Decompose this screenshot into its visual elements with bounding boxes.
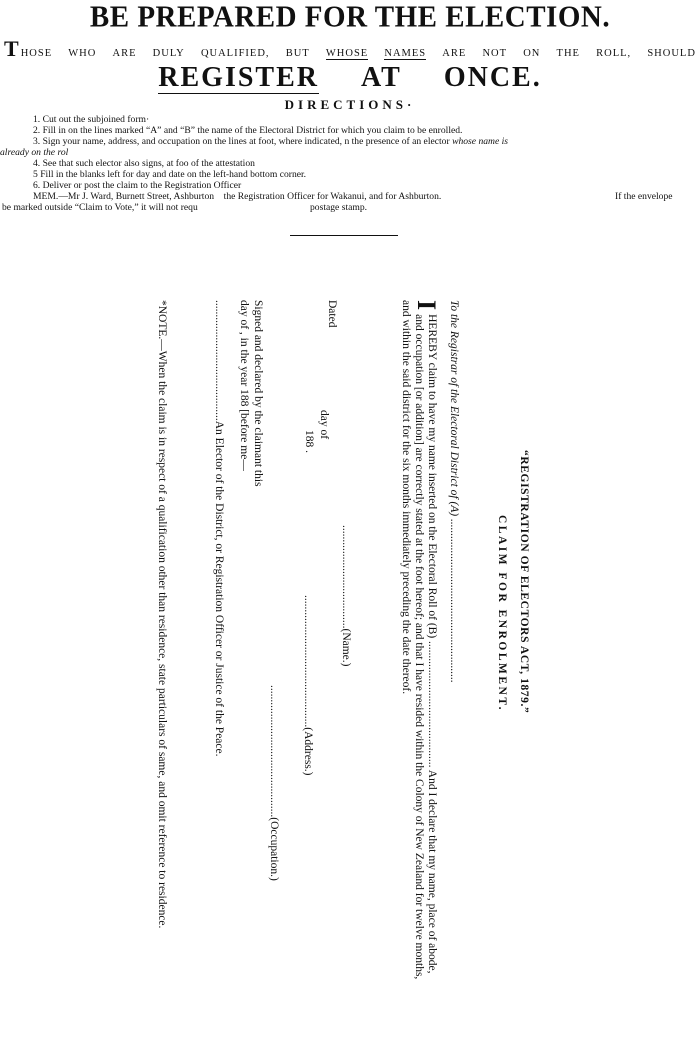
subhead-word: NAMES (384, 48, 427, 59)
claim-body: I HEREBY claim to have my name inserted on the Electoral Roll of (B) ............................................ And I declare that my name, place of abode, and occupation [or addition] are correctly stated at the foot hereof; and that I have resided within the Colony of New Zealand for twelve months, and within the said district for the six months immediately preceding the date thereof. (400, 300, 441, 980)
subhead-word: WHO (68, 48, 97, 59)
claim-form (80, 300, 530, 990)
subhead-word: THOSE (4, 36, 53, 61)
direction-3: 3. Sign your name, address, and occupation on the lines at foot, where indicated, n the presence of an elector whose name is (33, 136, 509, 147)
subhead-word: ARE (112, 48, 137, 59)
occupation-line: ..............................................(Occupation.) (268, 685, 280, 881)
subhead-word: ROLL, (596, 48, 632, 59)
subhead-word: THE (556, 48, 580, 59)
subhead-word: SHOULD (647, 48, 696, 59)
address-line: ..............................................(Address.) (302, 595, 314, 776)
headline: BE PREPARED FOR THE ELECTION. (89, 0, 611, 34)
direction-6: 6. Deliver or post the claim to the Registration Officer (33, 180, 242, 191)
memo-line-2: be marked outside “Claim to Vote,” it will not requ (2, 202, 198, 213)
subhead (4, 36, 696, 61)
direction-4: 4. See that such elector also signs, at foo of the attestation (33, 158, 255, 169)
subhead-word: BUT (285, 48, 310, 59)
divider-rule (290, 235, 398, 236)
once-word: ONCE. (443, 62, 542, 93)
at-word: AT (360, 62, 402, 93)
direction-2: 2. Fill in on the lines marked “A” and “B” the name of the Electoral District for which you claim to be enrolled. (33, 125, 463, 136)
year-label: 188 . (303, 430, 315, 453)
to-registrar: To the Registrar of the Electoral District of (A) ......................................................... (448, 300, 460, 683)
subhead-word: NOT (482, 48, 508, 59)
direction-5: 5 Fill in the blanks left for day and date on the left-hand bottom corner. (33, 169, 307, 180)
signed-label: Signed and declared by the claimant this (252, 300, 264, 487)
drop-cap: T (4, 36, 20, 61)
drop-cap-i: I (412, 300, 441, 311)
subhead-word: WHOSE (325, 48, 369, 59)
register-at-once (0, 63, 700, 94)
register-word: REGISTER (158, 62, 319, 93)
memo-line: MEM.—Mr J. Ward, Burnett Street, Ashburton the Registration Officer for Wakanui, and for Ashburton. (33, 191, 442, 202)
name-line: ....................................(Name.) (340, 525, 352, 667)
subhead-word: DULY (152, 48, 185, 59)
directions-title: DIRECTIONS· (284, 97, 416, 112)
subhead-word: ON (523, 48, 541, 59)
memo-envelope: If the envelope (615, 191, 673, 202)
day-of-year-label: day of , in the year 188 [before me— (238, 300, 250, 471)
direction-1: 1. Cut out the subjoined form· (33, 114, 150, 125)
memo-stamp: postage stamp. (310, 202, 368, 213)
claim-title: CLAIM FOR ENROLMENT. (496, 515, 508, 713)
act-title: “REGISTRATION OF ELECTORS ACT, 1879.” (518, 450, 530, 714)
day-of-label: day of (318, 410, 330, 440)
footnote: *NOTE.—When the claim is in respect of a qualification other than residence, state particulars of same, and omit reference to residence. (156, 300, 168, 929)
dated-label: Dated (326, 300, 338, 328)
subhead-word: QUALIFIED, (200, 48, 270, 59)
direction-3-cont: already on the rol (0, 147, 69, 158)
elector-line: ..........................................An Elector of the District, or Registration Officer or Justice of the Peace. (213, 300, 225, 757)
subhead-word: ARE (442, 48, 467, 59)
